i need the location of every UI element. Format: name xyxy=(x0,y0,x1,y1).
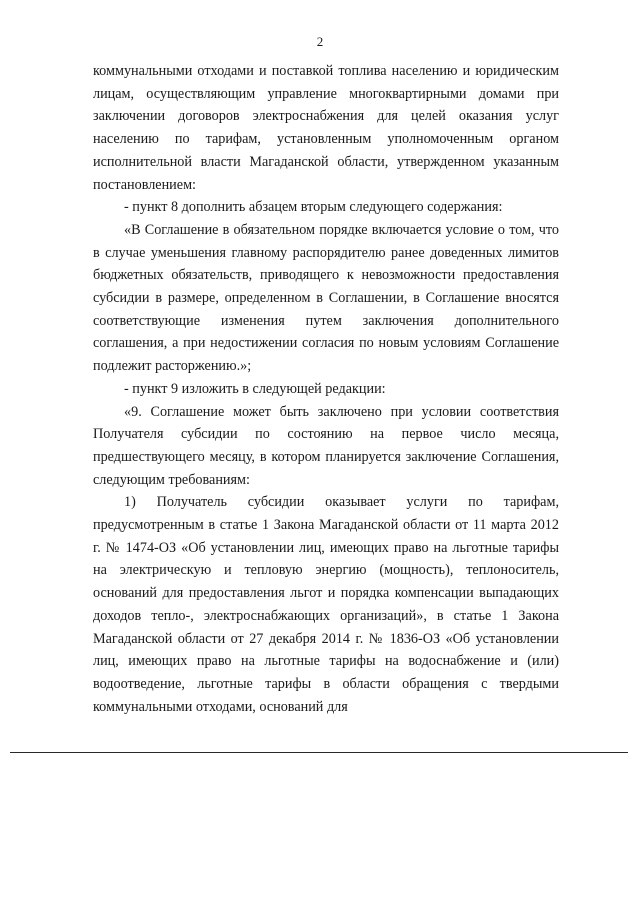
paragraph-subclause-1: 1) Получатель субсидии оказывает услуги по тарифам, предусмотренным в статье 1 Закона Магаданской области от 11 марта 2012 г. № 1474-ОЗ «Об установлении лиц, имеющих право на льготные тарифы на электрическую и тепловую энергию (мощность), теплоноситель, оснований для предоставления льгот и порядка компенсации выпадающих доходов тепло-, электроснабжающих организаций», в статье 1 Закона Магаданской области от 27 декабря 2014 г. № 1836-ОЗ «Об установлении лиц, имеющих право на льготные тарифы на водоснабжение и (или) водоотведение, льготные тарифы в области обращения с твердыми коммунальными отходами, оснований для xyxy=(93,494,559,715)
paragraph-clause-9: «9. Соглашение может быть заключено при условии соответствия Получателя субсидии по состоянию на первое число месяца, предшествующего месяцу, в котором планируется заключение Соглашения, следующим требованиям: xyxy=(93,403,559,488)
paragraph-quote-agreement: «В Соглашение в обязательном порядке включается условие о том, что в случае уменьшения главному распорядителю ранее доведенных лимитов бюджетных обязательств, приводящего к невозможности предоставления субсидии в размере, определенном в Соглашении, в Соглашение вносятся соответствующие изменения путем заключения дополнительного соглашения, а при недостижении согласия по новым условиям Соглашение подлежит расторжению.»; xyxy=(93,221,559,375)
paragraph-point-8: - пункт 8 дополнить абзацем вторым следующего содержания: xyxy=(124,199,503,216)
page-number: 2 xyxy=(316,34,324,49)
document-body xyxy=(93,60,559,718)
paragraph-point-9: - пункт 9 изложить в следующей редакции: xyxy=(124,380,386,397)
footer-divider xyxy=(10,752,628,753)
paragraph-continuation: коммунальными отходами и поставкой топлива населению и юридическим лицам, осуществляющим управление многоквартирными домами при заключении договоров электроснабжения для целей оказания услуг населению по тарифам, установленным уполномоченным органом исполнительной власти Магаданской области, утвержденном указанным постановлением: xyxy=(93,63,559,193)
